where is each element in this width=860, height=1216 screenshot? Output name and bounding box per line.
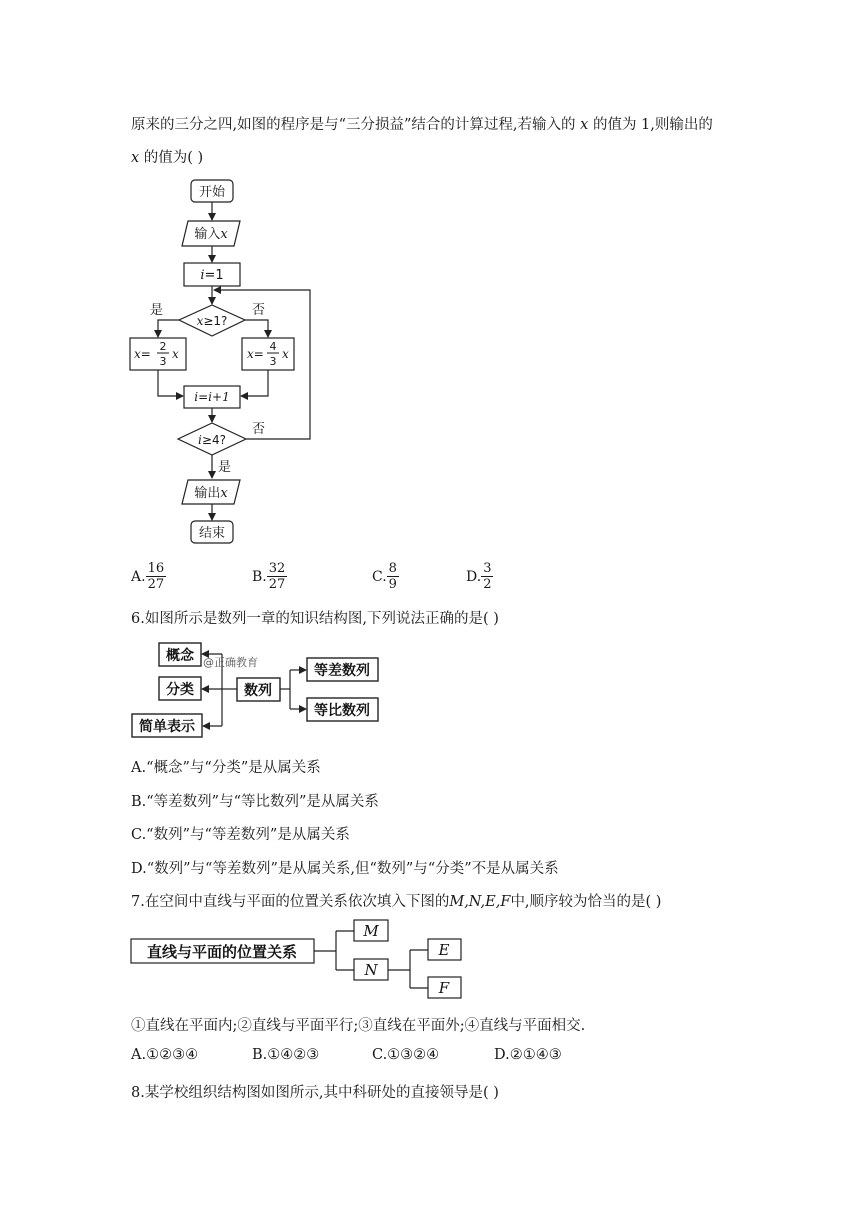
q5-stem-line1: 原来的三分之四,如图的程序是与“三分损益”结合的计算过程,若输入的 x 的值为 1,则输出的 xyxy=(131,117,713,133)
q7-e-text: E xyxy=(438,941,450,959)
q5-option-b[interactable]: B. $\frac{32}{27}$ xyxy=(252,561,286,592)
flow-no1-label: 否 xyxy=(252,303,266,318)
flow-cond1-text: x≥1? xyxy=(196,314,228,328)
flow-start-text: 开始 xyxy=(198,185,226,200)
flow-no2-label: 否 xyxy=(252,422,266,437)
q7-option-c[interactable]: C.①③②④ xyxy=(372,1047,440,1063)
q6-stem: 6.如图所示是数列一章的知识结构图,下列说法正确的是( ) xyxy=(131,611,499,627)
q5-option-d[interactable]: D. $\frac{3}{2}$ xyxy=(466,561,492,592)
diagram-simple-text: 简单表示 xyxy=(139,719,195,735)
diagram-watermark: @正确教育 xyxy=(203,656,258,669)
flow-init-text: i=1 xyxy=(200,268,224,283)
q5-option-a[interactable]: A. $\frac{16}{27}$ xyxy=(131,561,165,592)
flow-left-lhs: x= xyxy=(134,347,151,361)
q7-root-text: 直线与平面的位置关系 xyxy=(146,943,298,961)
q6-option-d[interactable]: D.“数列”与“等差数列”是从属关系,但“数列”与“分类”不是从属关系 xyxy=(131,861,559,877)
flow-input-text: 输入x xyxy=(194,227,228,242)
diagram-geo-text: 等比数列 xyxy=(314,703,370,719)
flow-cond2-text: i≥4? xyxy=(198,433,226,447)
flow-yes1-label: 是 xyxy=(150,303,164,318)
q7-stem: 7.在空间中直线与平面的位置关系依次填入下图的M,N,E,F中,顺序较为恰当的是( ) xyxy=(131,894,662,910)
q5-stem-line2: x 的值为( ) xyxy=(131,150,204,166)
q8-stem: 8.某学校组织结构图如图所示,其中科研处的直接领导是( ) xyxy=(131,1085,499,1101)
q6-option-a[interactable]: A.“概念”与“分类”是从属关系 xyxy=(131,760,321,776)
flow-left-var: x xyxy=(172,347,179,361)
q7-f-text: F xyxy=(438,979,450,997)
q6-option-b[interactable]: B.“等差数列”与“等比数列”是从属关系 xyxy=(131,794,379,810)
flow-right-den: 3 xyxy=(269,355,277,368)
flow-yes2-label: 是 xyxy=(218,460,232,475)
flow-end-text: 结束 xyxy=(198,526,226,541)
diagram-sequence-text: 数列 xyxy=(244,683,272,699)
q5-flowchart xyxy=(0,0,860,560)
flow-output-text: 输出x xyxy=(194,486,228,501)
q7-option-b[interactable]: B.①④②③ xyxy=(252,1047,320,1063)
q7-m-text: M xyxy=(363,922,379,940)
diagram-arith-text: 等差数列 xyxy=(314,663,370,679)
q6-structure-diagram xyxy=(0,630,420,740)
flow-left-num: 2 xyxy=(159,340,167,353)
flow-right-num: 4 xyxy=(269,340,277,353)
q6-option-c[interactable]: C.“数列”与“等差数列”是从属关系 xyxy=(131,827,350,843)
q7-option-a[interactable]: A.①②③④ xyxy=(131,1047,199,1063)
q5-option-c[interactable]: C. $\frac{8}{9}$ xyxy=(372,561,397,592)
flow-right-var: x xyxy=(282,347,289,361)
q7-relation-diagram xyxy=(0,915,500,1005)
q7-option-d[interactable]: D.②①④③ xyxy=(494,1047,562,1063)
flow-right-lhs: x= xyxy=(247,347,264,361)
diagram-classify-text: 分类 xyxy=(166,682,194,698)
diagram-concept-text: 概念 xyxy=(166,648,194,664)
flow-increment-text: i=i+1 xyxy=(194,390,230,404)
q7-n-text: N xyxy=(364,961,378,979)
flow-left-den: 3 xyxy=(159,355,167,368)
q7-statements: ①直线在平面内;②直线与平面平行;③直线在平面外;④直线与平面相交. xyxy=(131,1018,586,1034)
